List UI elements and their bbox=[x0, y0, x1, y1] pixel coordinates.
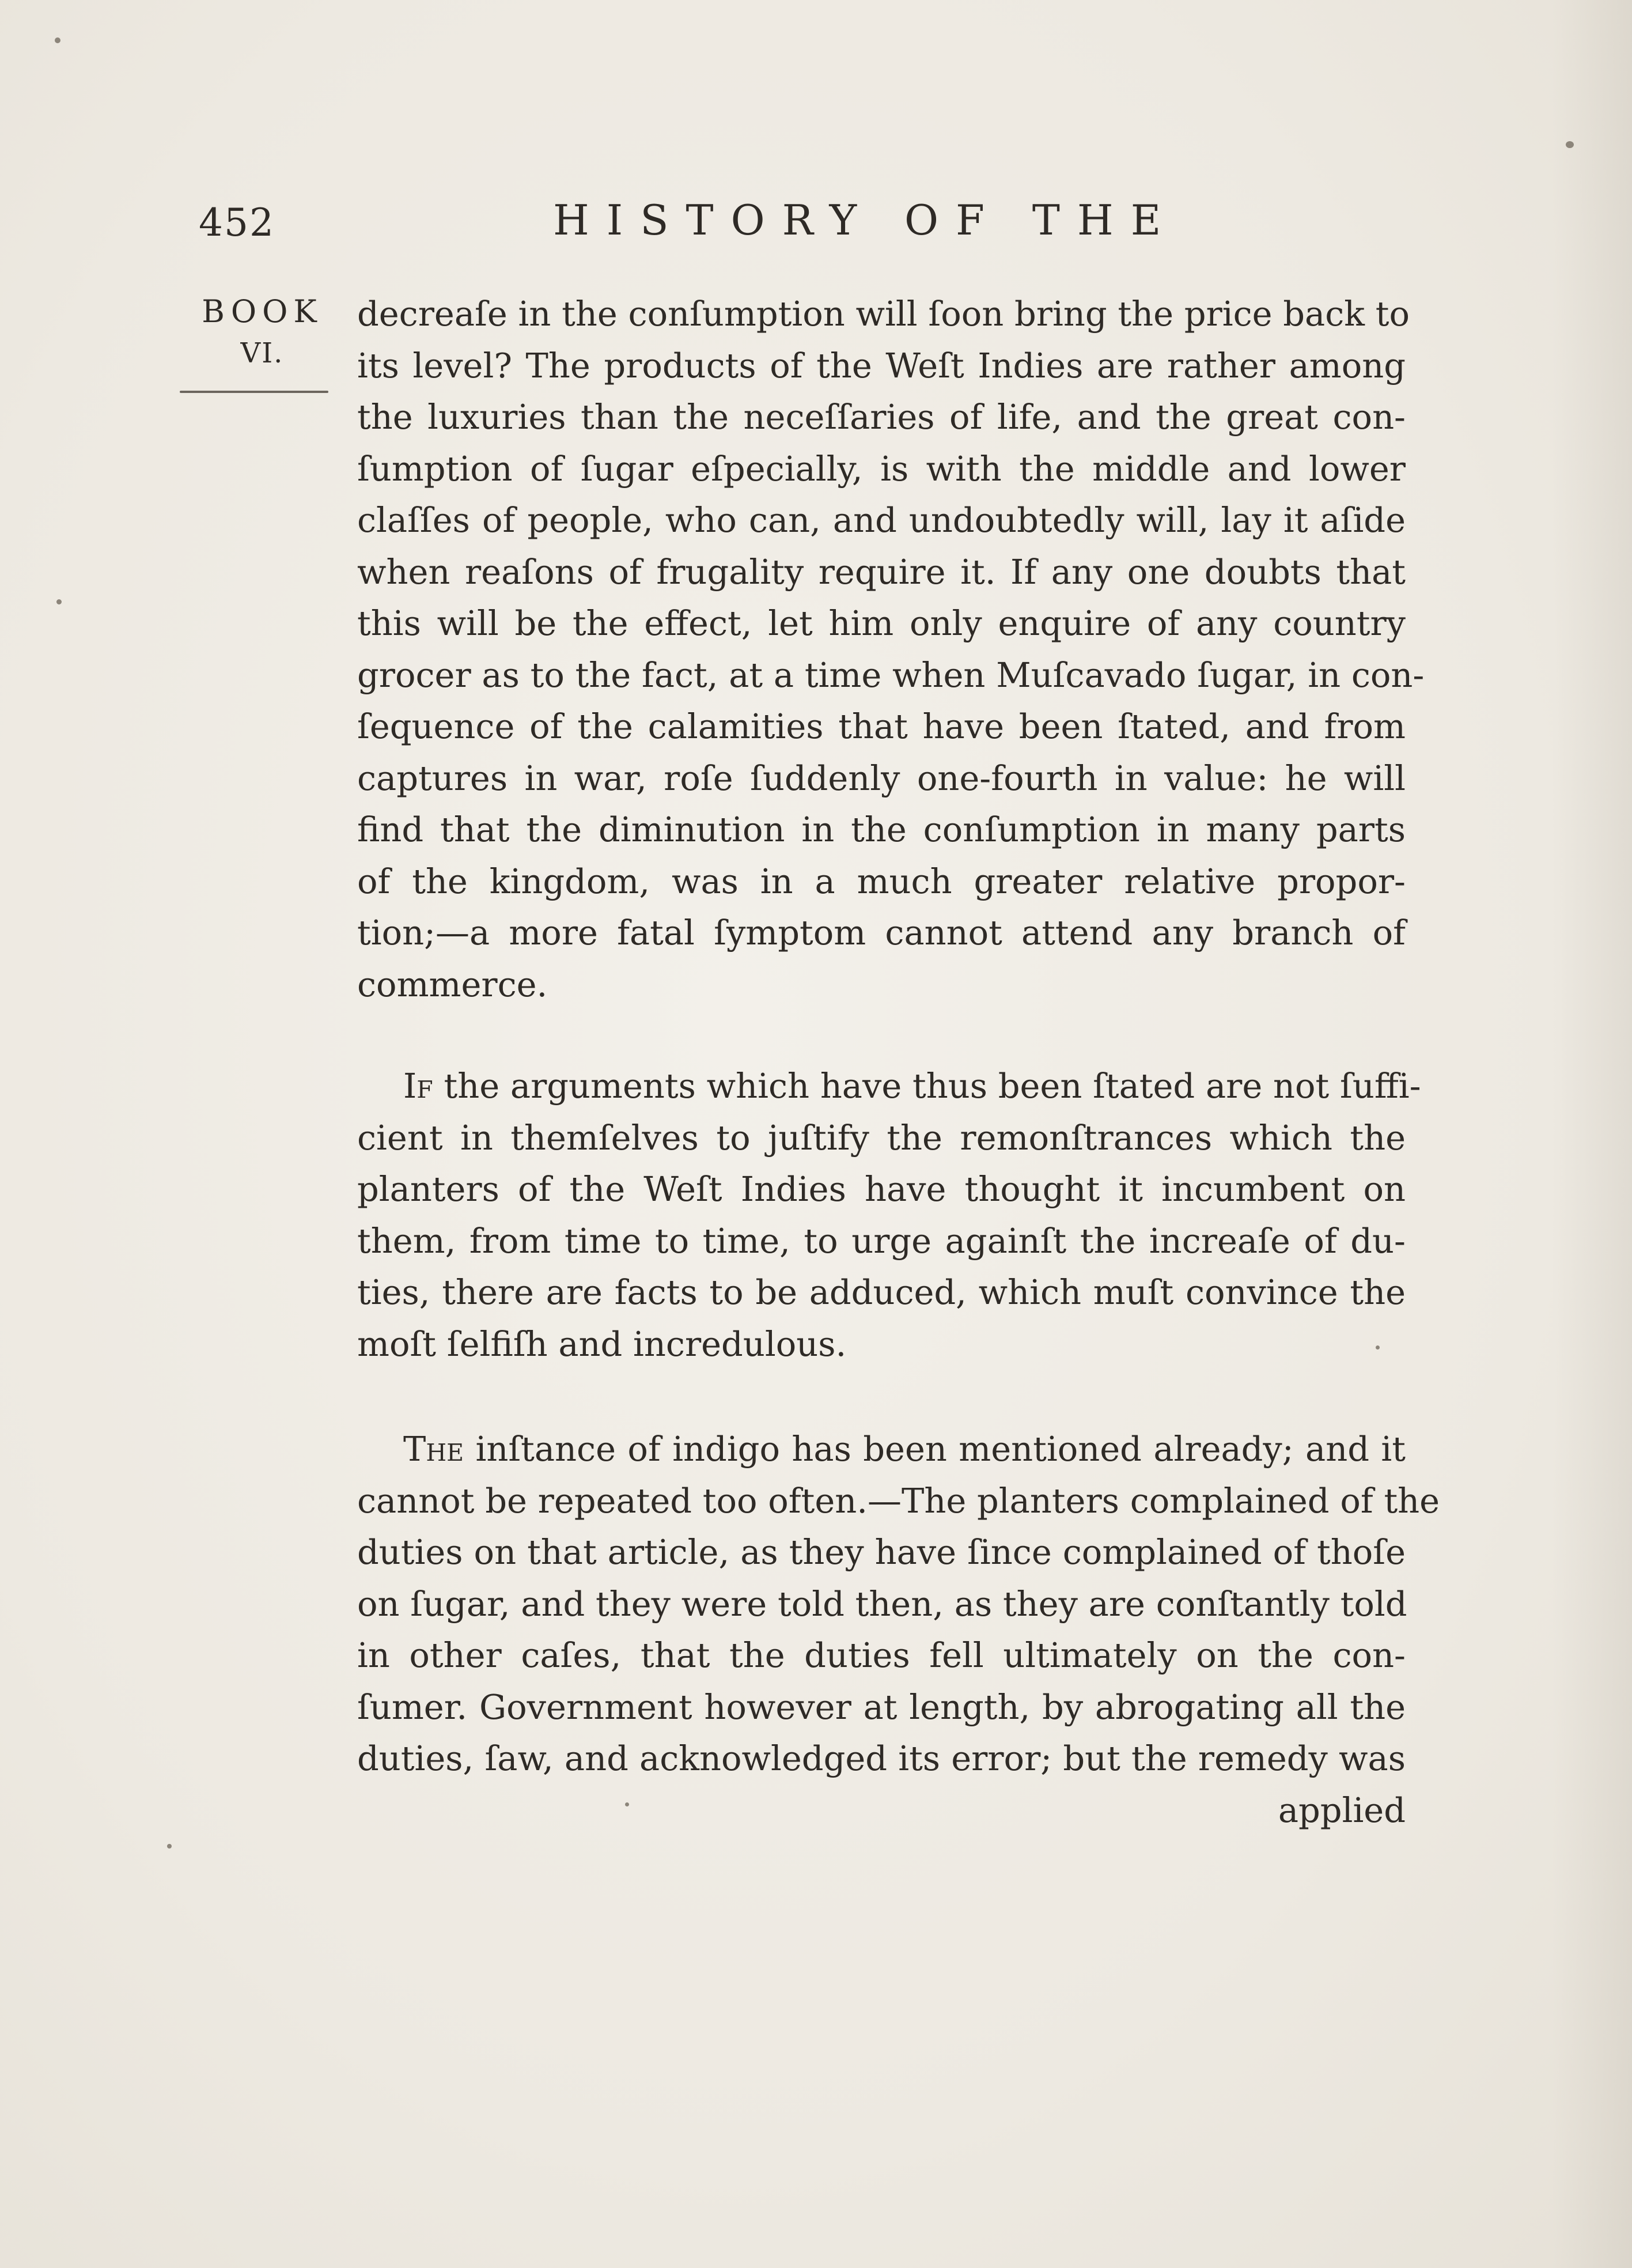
text-line: captures in war, roſe ſuddenly one-fourth in value: he will bbox=[357, 758, 1406, 798]
text-line: claſſes of people, who can, and undoubtedly will, lay it aſide bbox=[357, 500, 1406, 540]
text-line: planters of the Weſt Indies have thought it incumbent on bbox=[357, 1169, 1406, 1209]
paper-speck bbox=[56, 599, 62, 604]
paper-speck bbox=[625, 1802, 629, 1806]
text-line: ſumer. Government however at length, by abrogating all the bbox=[357, 1687, 1406, 1727]
text-line: duties on that article, as they have ſince complained of thoſe bbox=[357, 1532, 1406, 1572]
text-line-rest: the arguments which have thus been ſtated are not ſuffi- bbox=[433, 1066, 1421, 1106]
paper-speck bbox=[167, 1844, 172, 1849]
text-line: moſt ſelfiſh and incredulous. bbox=[357, 1324, 847, 1364]
text-line: when reaſons of frugality require it. If any one doubts that bbox=[357, 551, 1406, 592]
text-line: on ſugar, and they were told then, as they are conſtantly told bbox=[357, 1583, 1407, 1624]
text-line-rest: inſtance of indigo has been mentioned already; and it bbox=[464, 1429, 1406, 1469]
text-line: duties, ſaw, and acknowledged its error; but the remedy was bbox=[357, 1738, 1406, 1778]
margin-note-volume: VI. bbox=[240, 337, 284, 369]
text-line: cient in themſelves to juſtify the remonſtrances which the bbox=[357, 1117, 1406, 1158]
text-line: find that the diminution in the conſumption in many parts bbox=[357, 810, 1406, 849]
text-line: ſequence of the calamities that have been ſtated, and from bbox=[357, 706, 1406, 746]
running-title: HISTORY OF THE bbox=[553, 196, 1179, 244]
paper-speck bbox=[1376, 1345, 1380, 1350]
text-line bbox=[357, 1060, 1421, 1112]
paragraph-opening-word: If bbox=[403, 1066, 433, 1106]
text-line: in other caſes, that the duties fell ultimately on the con- bbox=[357, 1635, 1406, 1675]
text-line: ſumption of ſugar eſpecially, is with the middle and lower bbox=[357, 448, 1406, 489]
page-number: 452 bbox=[199, 201, 275, 245]
text-line: its level? The products of the Weſt Indies are rather among bbox=[357, 345, 1406, 385]
text-line bbox=[357, 1423, 1406, 1475]
page-edge-shadow bbox=[1551, 0, 1632, 2268]
text-line: this will be the effect, let him only enquire of any country bbox=[357, 603, 1406, 643]
margin-note-book: BOOK bbox=[202, 293, 323, 330]
text-line: grocer as to the fact, at a time when Muſcavado ſugar, in con- bbox=[357, 655, 1425, 695]
paper-speck bbox=[55, 37, 60, 43]
paper-speck bbox=[1566, 141, 1574, 148]
catchword: applied bbox=[1278, 1790, 1406, 1830]
text-line: tion;—a more fatal ſymptom cannot attend any branch of bbox=[357, 913, 1406, 952]
text-line: cannot be repeated too often.—The planters complained of the bbox=[357, 1480, 1440, 1521]
margin-note bbox=[190, 291, 334, 374]
paragraph-1 bbox=[357, 288, 1425, 1010]
text-line: them, from time to time, to urge againſt the increaſe of du- bbox=[357, 1220, 1406, 1261]
paragraph-3 bbox=[357, 1423, 1440, 1836]
text-line: decreaſe in the conſumption will ſoon bring the price back to bbox=[357, 294, 1410, 334]
text-line: of the kingdom, was in a much greater relative propor- bbox=[357, 861, 1406, 901]
paragraph-2 bbox=[357, 1060, 1421, 1370]
paragraph-opening-word: The bbox=[403, 1429, 464, 1469]
margin-rule bbox=[180, 391, 328, 393]
text-line: commerce. bbox=[357, 964, 548, 1004]
text-line: ties, there are facts to be adduced, which muſt convince the bbox=[357, 1272, 1406, 1312]
text-line: the luxuries than the neceſſaries of life, and the great con- bbox=[357, 397, 1406, 437]
